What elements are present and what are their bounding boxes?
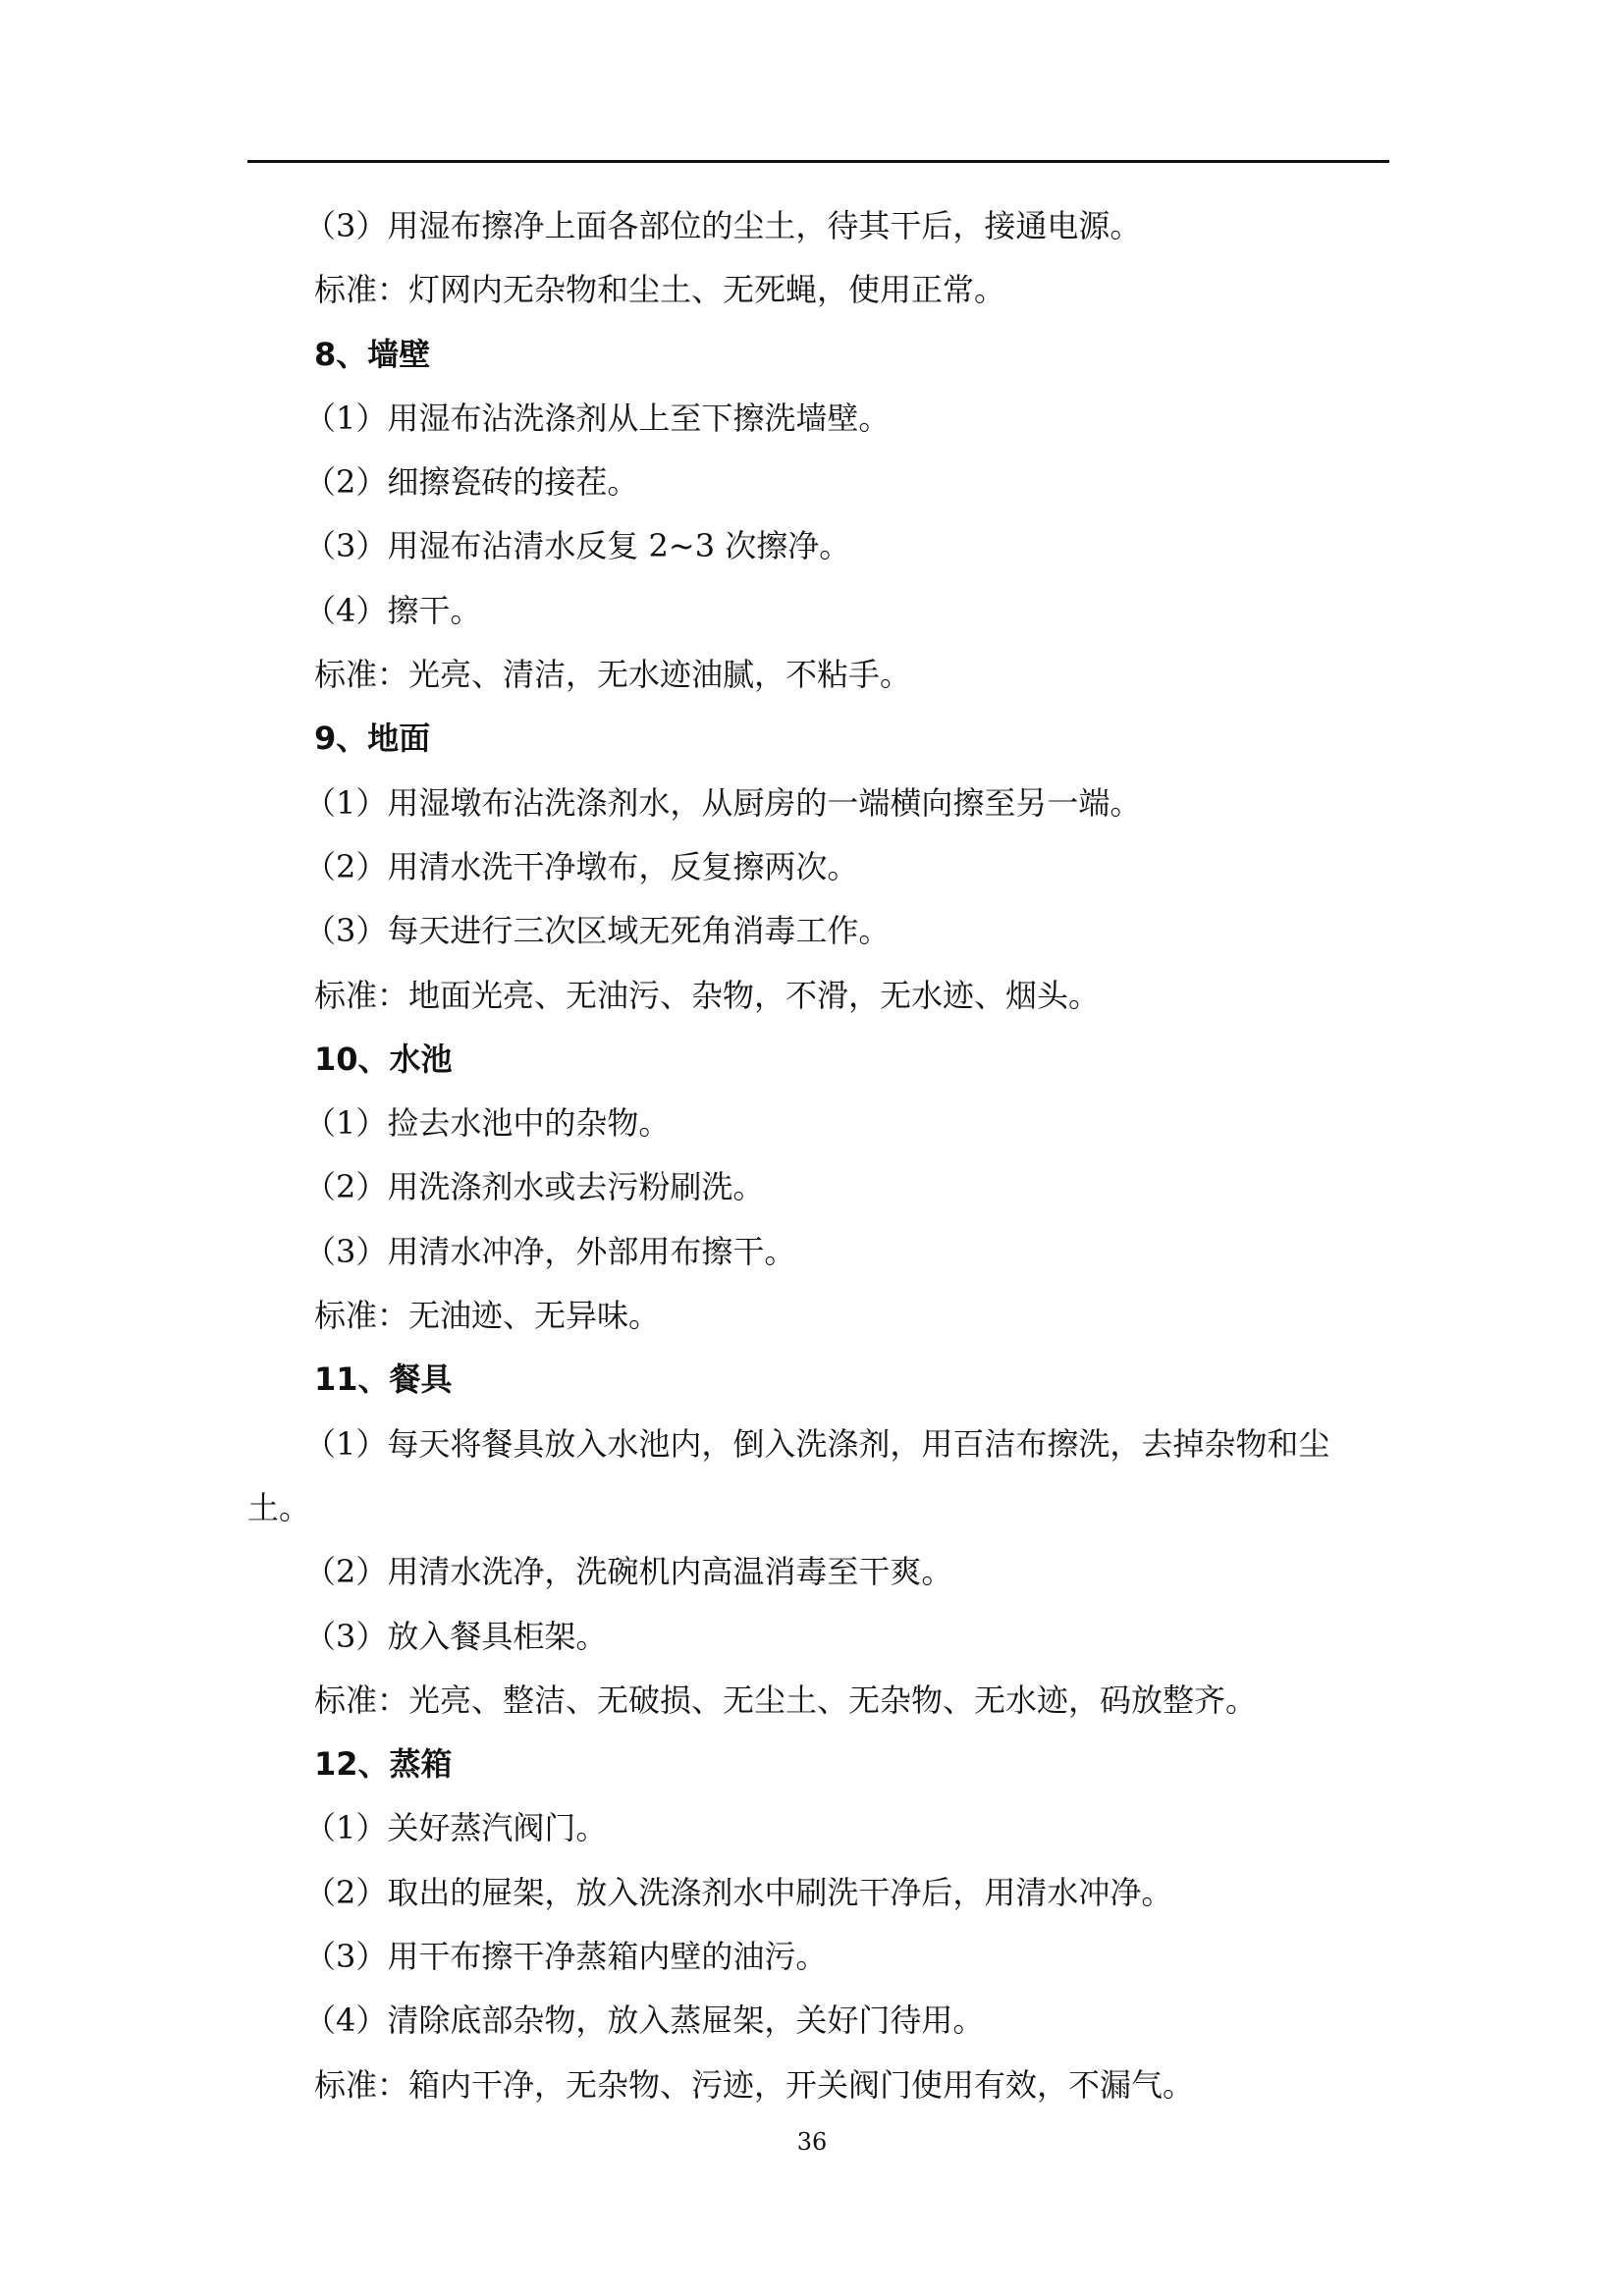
step-line: （3）用湿布擦净上面各部位的尘土，待其干后，接通电源。 bbox=[304, 207, 1142, 244]
step-line: （2）用清水洗干净墩布，反复擦两次。 bbox=[304, 847, 859, 885]
section-heading: 9、地面 bbox=[314, 720, 431, 758]
step-line: （1）用湿墩布沾洗涤剂水，从厨房的一端横向擦至另一端。 bbox=[304, 783, 1142, 822]
step-line: （3）用干布擦干净蒸箱内壁的油污。 bbox=[304, 1938, 828, 1976]
step-line: （1）关好蒸汽阀门。 bbox=[304, 1809, 608, 1847]
step-line: （3）每天进行三次区域无死角消毒工作。 bbox=[304, 912, 891, 950]
step-line: （4）清除底部杂物，放入蒸屉架，关好门待用。 bbox=[304, 2002, 985, 2040]
step-line: （3）用湿布沾清水反复 2~3 次擦净。 bbox=[304, 527, 851, 565]
standard-line: 标准：光亮、整洁、无破损、无尘土、无杂物、无水迹，码放整齐。 bbox=[314, 1681, 1258, 1719]
page-number: 36 bbox=[796, 2128, 828, 2156]
section-heading: 8、墙壁 bbox=[314, 335, 431, 373]
standard-line: 标准：无油迹、无异味。 bbox=[314, 1297, 661, 1335]
header-rule bbox=[247, 160, 1389, 163]
step-line: （1）用湿布沾洗涤剂从上至下擦洗墙壁。 bbox=[304, 399, 891, 437]
step-line: （2）取出的屉架，放入洗涤剂水中刷洗干净后，用清水冲净。 bbox=[304, 1873, 1173, 1911]
standard-line: 标准：箱内干净，无杂物、污迹，开关阀门使用有效，不漏气。 bbox=[314, 2065, 1195, 2104]
step-line: （3）用清水冲净，外部用布擦干。 bbox=[304, 1232, 796, 1270]
step-line: （3）放入餐具柜架。 bbox=[304, 1617, 608, 1655]
page-body bbox=[247, 194, 1389, 2117]
step-line: （1）每天将餐具放入水池内，倒入洗涤剂，用百洁布擦洗，去掉杂物和尘 bbox=[304, 1424, 1330, 1463]
step-line: （2）用洗涤剂水或去污粉刷洗。 bbox=[304, 1168, 765, 1206]
section-heading: 10、水池 bbox=[314, 1040, 453, 1078]
step-line-continuation: 土。 bbox=[247, 1488, 311, 1526]
step-line: （4）擦干。 bbox=[304, 591, 482, 629]
step-line: （2）用清水洗净，洗碗机内高温消毒至干爽。 bbox=[304, 1553, 953, 1591]
standard-line: 标准：光亮、清洁，无水迹油腻，不粘手。 bbox=[314, 656, 912, 694]
section-heading: 11、餐具 bbox=[314, 1361, 453, 1399]
step-line: （2）细擦瓷砖的接茬。 bbox=[304, 463, 639, 502]
standard-line: 标准：地面光亮、无油污、杂物，不滑，无水迹、烟头。 bbox=[314, 976, 1101, 1014]
standard-line: 标准：灯网内无杂物和尘土、无死蝇，使用正常。 bbox=[314, 271, 1006, 309]
section-heading: 12、蒸箱 bbox=[314, 1745, 453, 1784]
step-line: （1）捡去水池中的杂物。 bbox=[304, 1104, 671, 1143]
